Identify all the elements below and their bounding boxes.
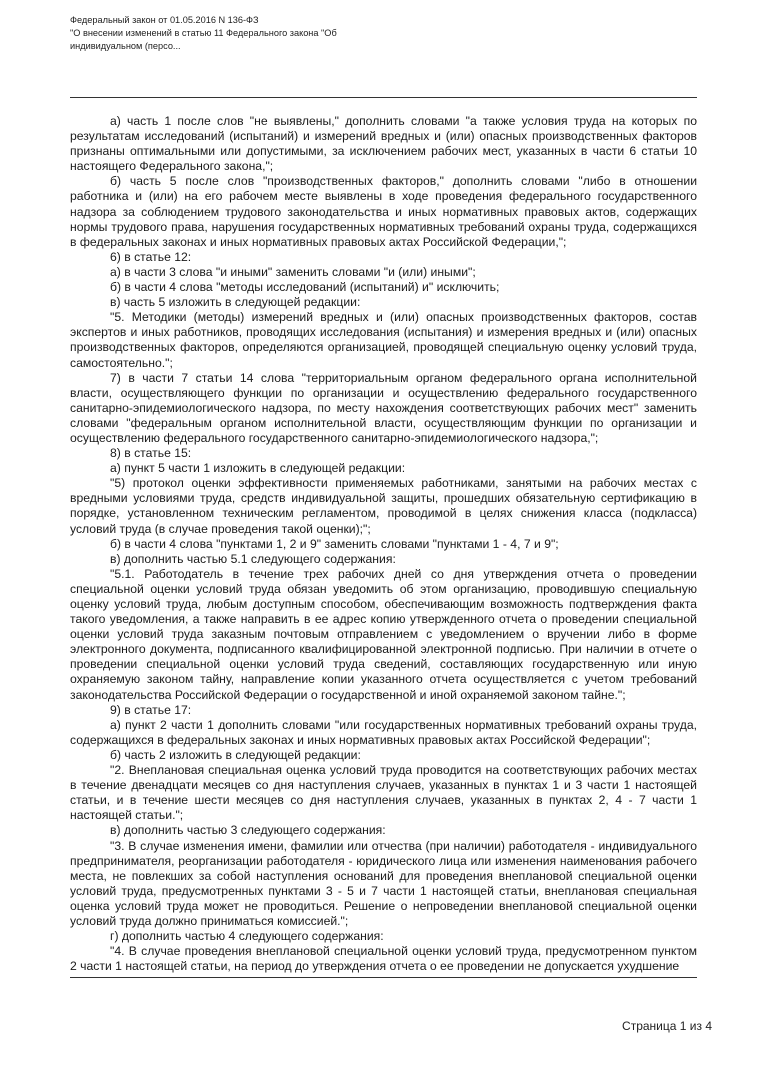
paragraph: "5. Методики (методы) измерений вредных и (или) опасных производственных факторов, состав экспертов и иных работников, проводящих исследования (испытания) и измерения вредных и (или) опасных производственных факторов, определяются организацией, проводящей специальную оценку условий труда, самостоятельно."; xyxy=(70,310,697,370)
paragraph: 8) в статье 15: xyxy=(110,446,192,461)
paragraph: "2. Внеплановая специальная оценка условий труда проводится на соответствующих рабочих местах в течение двенадцати месяцев со дня наступления случаев, указанных в пунктах 1 и 3 части 1 настоящей статьи, и в течение шести месяцев со дня наступления случаев, указанных в пунктах 2, 4 - 7 части 1 настоящей статьи."; xyxy=(70,763,697,823)
paragraph: а) часть 1 после слов "не выявлены," дополнить словами "а также условия труда на которых по результатам исследований (испытаний) и измерений вредных и (или) опасных производственных факторов признаны оптимальными или допустимыми, за исключением рабочих мест, указанных в части 6 статьи 10 настоящего Федерального закона,"; xyxy=(70,114,697,174)
paragraph: 9) в статье 17: xyxy=(110,702,192,717)
paragraph: 7) в части 7 статьи 14 слова "территориальным органом федерального органа исполнительной власти, осуществляющего функции по организации и осуществлению федерального государственного санитарно-эпидемиологического надзора, по месту нахождения соответствующих рабочих мест" заменить словами "федеральным органом исполнительной власти, осуществляющим функции по организации и осуществлению федерального государственного санитарно-эпидемиологического надзора,"; xyxy=(70,370,697,445)
paragraph: 6) в статье 12: xyxy=(110,249,192,264)
paragraph: г) дополнить частью 4 следующего содержания: xyxy=(110,929,384,944)
document-header xyxy=(70,14,590,53)
paragraph: а) пункт 2 части 1 дополнить словами "или государственных нормативных требований охраны труда, содержащихся в федеральных законах и иных нормативных правовых актах Российской Федерации"; xyxy=(70,717,697,747)
paragraph: б) часть 2 изложить в следующей редакции: xyxy=(110,747,361,762)
paragraph: б) в части 4 слова "пунктами 1, 2 и 9" заменить словами "пунктами 1 - 4, 7 и 9"; xyxy=(110,536,559,551)
paragraph: в) часть 5 изложить в следующей редакции: xyxy=(110,295,361,310)
paragraph: б) часть 5 после слов "производственных факторов," дополнить словами "либо в отношении работника и (или) на его рабочем месте выявлены в ходе проведения федерального государственного надзора за соблюдением трудового законодательства и иных нормативных правовых актов, содержащих нормы трудового права, нарушения государственных нормативных требований охраны труда, содержащихся в федеральных законах и иных нормативных правовых актах Российской Федерации,"; xyxy=(70,174,697,249)
page-number: Страница 1 из 4 xyxy=(622,1019,712,1033)
paragraph: "5) протокол оценки эффективности применяемых работниками, занятыми на рабочих местах с вредными условиями труда, средств индивидуальной защиты, прошедших обязательную сертификацию в порядке, установленном техническим регламентом, проводимой в целях снижения класса (подкласса) условий труда (в случае проведения такой оценки);"; xyxy=(70,476,697,536)
paragraph: а) пункт 5 части 1 изложить в следующей редакции: xyxy=(110,461,406,476)
paragraph: а) в части 3 слова "и иными" заменить словами "и (или) иными"; xyxy=(110,264,476,279)
header-line-1: Федеральный закон от 01.05.2016 N 136-ФЗ xyxy=(70,15,259,25)
paragraph: "5.1. Работодатель в течение трех рабочих дней со дня утверждения отчета о проведении специальной оценки условий труда обязан уведомить об этом организацию, проводившую специальную оценку условий труда, любым доступным способом, обеспечивающим возможность подтверждения факта такого уведомления, а также направить в ее адрес копию утвержденного отчета о проведении специальной оценки условий труда заказным почтовым отправлением с уведомлением о вручении либо в форме электронного документа, подписанного квалифицированной электронной подписью. При наличии в отчете о проведении специальной оценки условий труда сведений, составляющих государственную или иную охраняемую законом тайну, направление копии указанного отчета осуществляется с учетом требований законодательства Российской Федерации о государственной и иной охраняемой законом тайне."; xyxy=(70,566,697,702)
header-divider xyxy=(70,97,697,98)
document-body xyxy=(70,114,697,978)
header-line-3: индивидуальном (персо... xyxy=(70,41,181,51)
paragraph: в) дополнить частью 3 следующего содержания: xyxy=(110,823,386,838)
paragraph: б) в части 4 слова "методы исследований (испытаний) и" исключить; xyxy=(110,280,500,295)
paragraph: "3. В случае изменения имени, фамилии или отчества (при наличии) работодателя - индивидуального предпринимателя, реорганизации работодателя - юридического лица или изменения наименования рабочего места, не повлекших за собой наступления оснований для проведения внеплановой специальной оценки условий труда, предусмотренных пунктами 3 - 5 и 7 части 1 настоящей статьи, внеплановая специальная оценка условий труда может не проводиться. Решение о непроведении внеплановой специальной оценки условий труда должно приниматься комиссией."; xyxy=(70,838,697,928)
header-line-2: "О внесении изменений в статью 11 Федерального закона "Об xyxy=(70,28,337,38)
paragraph: "4. В случае проведения внеплановой специальной оценки условий труда, предусмотренном пунктом 2 части 1 настоящей статьи, на период до утверждения отчета о ее проведении не допускается ухудшение xyxy=(70,944,697,974)
paragraph xyxy=(70,974,697,978)
paragraph: в) дополнить частью 5.1 следующего содержания: xyxy=(110,551,396,566)
